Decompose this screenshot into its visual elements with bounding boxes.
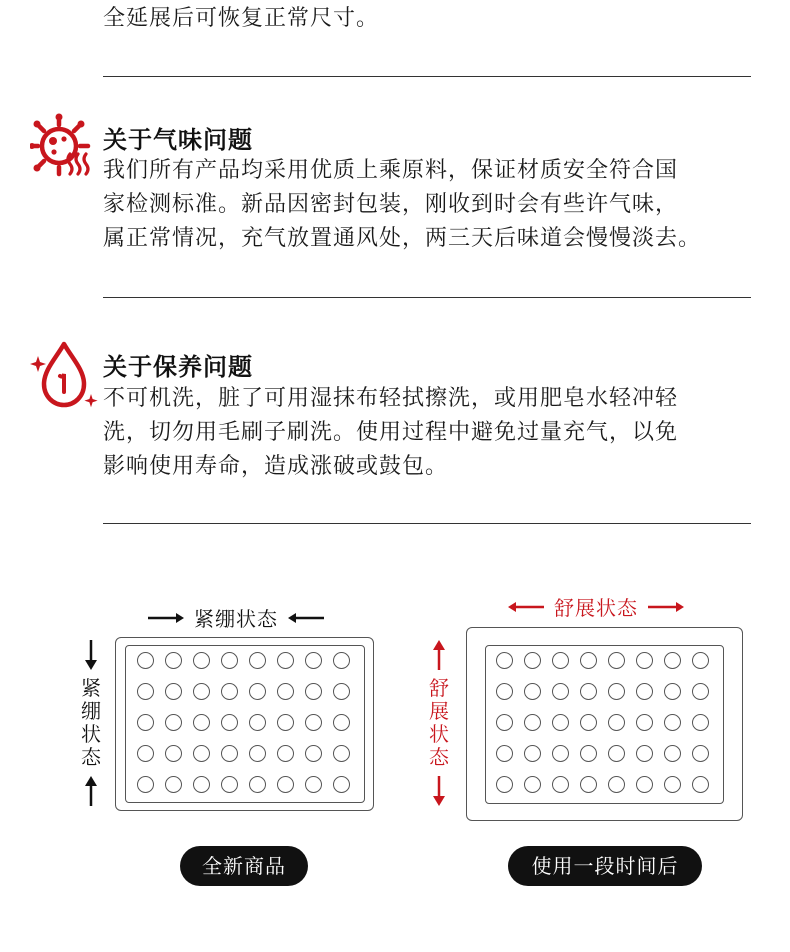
- section-line-care-1: 不可机洗，脏了可用湿抹布轻拭擦洗，或用肥皂水轻冲轻: [103, 386, 679, 411]
- mat-dot: [692, 745, 709, 762]
- arrow-right-icon: [148, 612, 184, 624]
- left-top-label-text: 紧绷状态: [194, 607, 278, 631]
- mat-dot: [664, 652, 681, 669]
- mat-dot: [524, 776, 541, 793]
- mat-dot: [193, 683, 210, 700]
- mat-dot: [636, 652, 653, 669]
- mat-dot: [277, 776, 294, 793]
- mat-dot: [333, 652, 350, 669]
- mat-dot: [608, 714, 625, 731]
- mat-dot: [193, 652, 210, 669]
- left-side-char: 绷: [81, 699, 101, 723]
- mat-dot: [249, 652, 266, 669]
- mat-dot: [692, 683, 709, 700]
- divider: [103, 523, 751, 524]
- water-drop-icon: [28, 338, 100, 414]
- mat-dot: [636, 683, 653, 700]
- mat-dot: [137, 776, 154, 793]
- divider: [103, 297, 751, 298]
- mat-dot: [305, 652, 322, 669]
- mat-dot: [580, 745, 597, 762]
- relaxed-mat-grid: [496, 652, 710, 793]
- mat-dot: [552, 776, 569, 793]
- mat-dot: [277, 714, 294, 731]
- left-side-char: 状: [81, 722, 101, 746]
- mat-dot: [221, 745, 238, 762]
- mat-dot: [277, 683, 294, 700]
- mat-dot: [193, 776, 210, 793]
- section-title-odor: 关于气味问题: [103, 126, 253, 154]
- mat-dot: [692, 714, 709, 731]
- section-line-odor-3: 属正常情况，充气放置通风处，两三天后味道会慢慢淡去。: [103, 226, 702, 251]
- right-top-label-text: 舒展状态: [554, 596, 638, 620]
- mat-dot: [305, 683, 322, 700]
- mat-dot: [165, 776, 182, 793]
- mat-dot: [333, 714, 350, 731]
- mat-dot: [305, 745, 322, 762]
- caption-new-product: 全新商品: [180, 846, 308, 886]
- arrow-down-icon: [432, 776, 446, 806]
- mat-dot: [580, 683, 597, 700]
- mat-dot: [636, 714, 653, 731]
- mat-dot: [496, 776, 513, 793]
- mat-dot: [333, 745, 350, 762]
- right-side-char: 状: [429, 722, 449, 746]
- mat-dot: [580, 652, 597, 669]
- mat-dot: [221, 714, 238, 731]
- divider: [103, 76, 751, 77]
- intro-text: 全延展后可恢复正常尺寸。: [103, 6, 380, 31]
- mat-dot: [137, 652, 154, 669]
- mat-dot: [608, 652, 625, 669]
- mat-dot: [193, 714, 210, 731]
- mat-dot: [165, 683, 182, 700]
- mat-dot: [333, 683, 350, 700]
- mat-dot: [552, 714, 569, 731]
- section-line-odor-1: 我们所有产品均采用优质上乘原料，保证材质安全符合国: [103, 158, 679, 183]
- mat-dot: [249, 683, 266, 700]
- mat-dot: [692, 776, 709, 793]
- mat-dot: [580, 776, 597, 793]
- mat-dot: [608, 776, 625, 793]
- arrow-up-icon: [84, 776, 98, 806]
- right-side-label: [428, 677, 450, 769]
- mat-dot: [137, 683, 154, 700]
- odor-germ-icon: [30, 112, 94, 178]
- mat-dot: [221, 776, 238, 793]
- mat-dot: [664, 714, 681, 731]
- mat-dot: [524, 683, 541, 700]
- arrow-down-icon: [84, 640, 98, 670]
- right-side-char: 展: [429, 699, 449, 723]
- mat-dot: [333, 776, 350, 793]
- mat-dot: [608, 683, 625, 700]
- section-title-care: 关于保养问题: [103, 353, 253, 381]
- mat-dot: [165, 652, 182, 669]
- mat-dot: [165, 714, 182, 731]
- mat-dot: [580, 714, 597, 731]
- mat-dot: [221, 652, 238, 669]
- mat-dot: [608, 745, 625, 762]
- left-side-char: 态: [81, 745, 101, 769]
- mat-dot: [165, 745, 182, 762]
- right-side-char: 舒: [429, 676, 449, 700]
- mat-dot: [249, 714, 266, 731]
- mat-dot: [496, 745, 513, 762]
- section-line-care-3: 影响使用寿命，造成涨破或鼓包。: [103, 454, 449, 479]
- mat-dot: [305, 776, 322, 793]
- mat-dot: [692, 652, 709, 669]
- right-top-label: [508, 592, 684, 621]
- arrow-left-icon: [508, 601, 544, 613]
- left-side-label: [80, 677, 102, 769]
- mat-dot: [221, 683, 238, 700]
- mat-dot: [496, 683, 513, 700]
- mat-dot: [137, 714, 154, 731]
- mat-dot: [636, 776, 653, 793]
- mat-dot: [524, 652, 541, 669]
- caption-after-use: 使用一段时间后: [508, 846, 702, 886]
- mat-dot: [664, 745, 681, 762]
- mat-dot: [552, 745, 569, 762]
- arrow-right-icon: [648, 601, 684, 613]
- tight-mat-grid: [137, 652, 351, 793]
- left-top-label: [148, 603, 324, 632]
- mat-dot: [193, 745, 210, 762]
- section-line-odor-2: 家检测标准。新品因密封包装，刚收到时会有些许气味，: [103, 192, 679, 217]
- mat-dot: [137, 745, 154, 762]
- left-side-char: 紧: [81, 676, 101, 700]
- mat-dot: [305, 714, 322, 731]
- mat-dot: [249, 776, 266, 793]
- arrow-left-icon: [288, 612, 324, 624]
- section-line-care-2: 洗，切勿用毛刷子刷洗。使用过程中避免过量充气，以免: [103, 420, 679, 445]
- mat-dot: [552, 683, 569, 700]
- mat-dot: [524, 745, 541, 762]
- mat-dot: [664, 776, 681, 793]
- mat-dot: [496, 714, 513, 731]
- mat-dot: [277, 745, 294, 762]
- mat-dot: [277, 652, 294, 669]
- arrow-up-icon: [432, 640, 446, 670]
- mat-dot: [496, 652, 513, 669]
- mat-dot: [552, 652, 569, 669]
- right-side-char: 态: [429, 745, 449, 769]
- mat-dot: [664, 683, 681, 700]
- mat-dot: [636, 745, 653, 762]
- mat-dot: [524, 714, 541, 731]
- mat-dot: [249, 745, 266, 762]
